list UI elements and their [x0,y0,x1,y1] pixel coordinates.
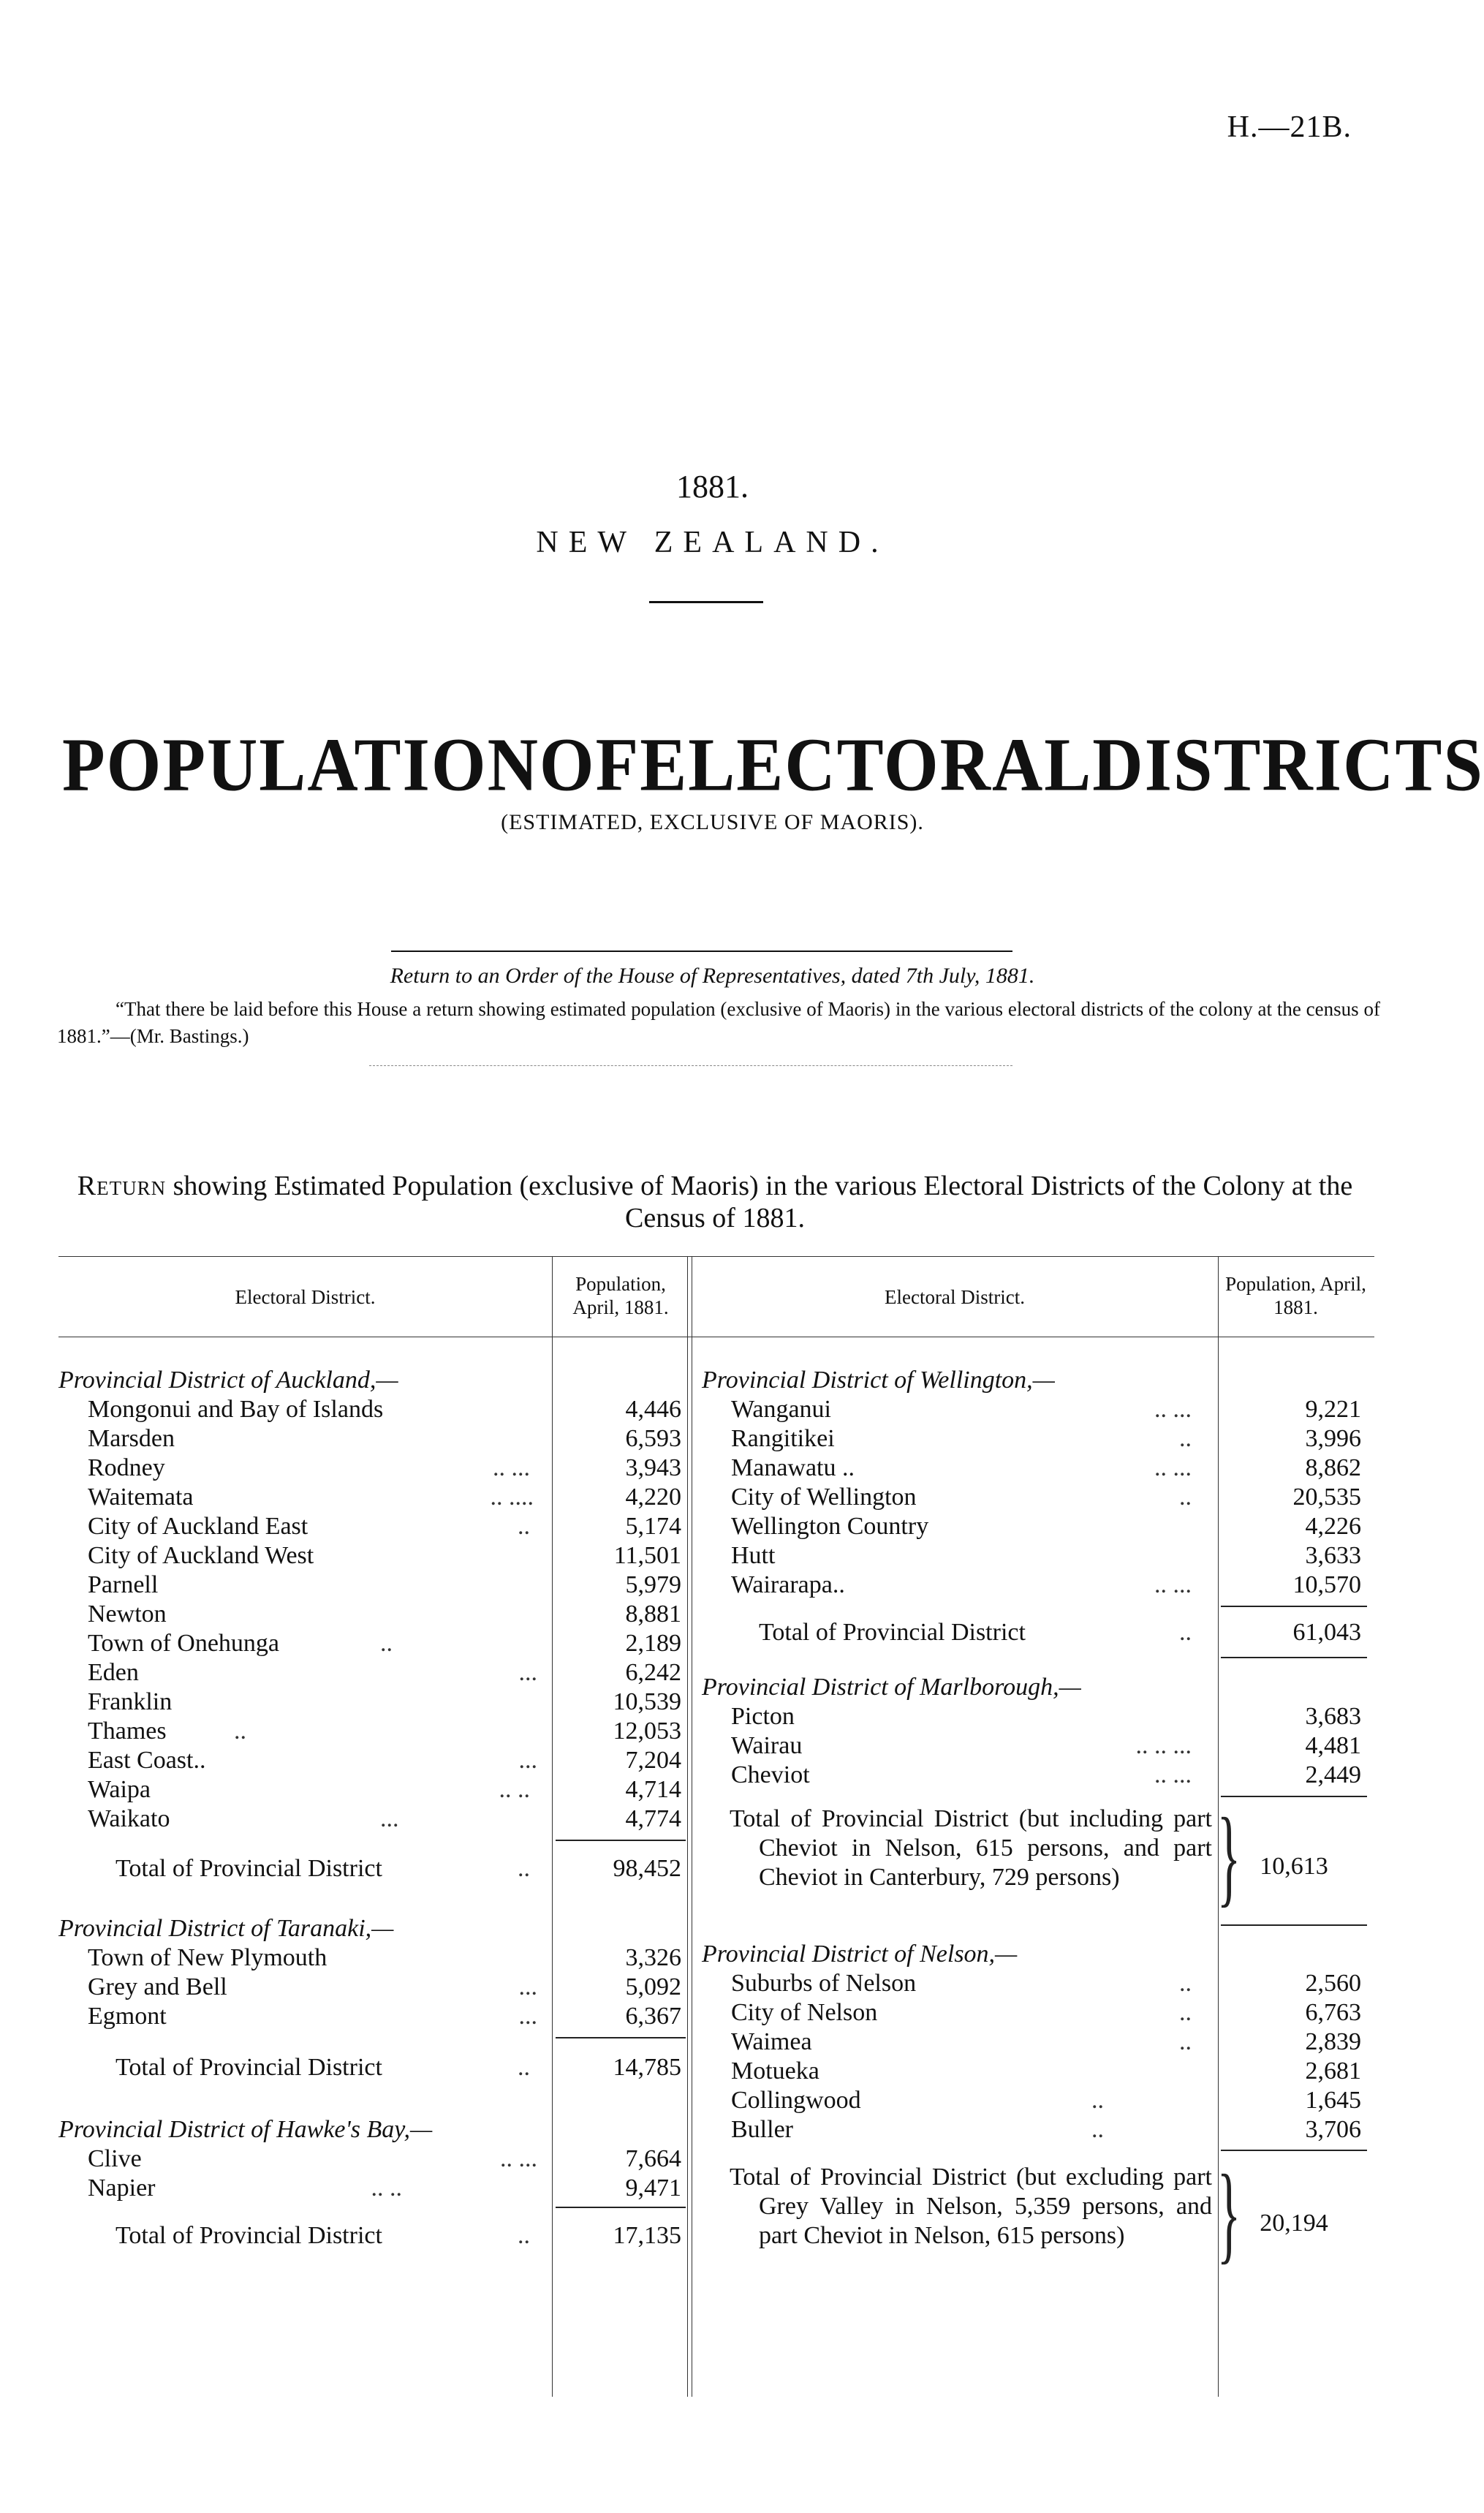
table-row: Eden ... 6,242 [88,1659,681,1686]
table-row: City of Auckland West 11,501 [88,1542,681,1569]
divider-rule [391,951,1012,952]
order-line: Return to an Order of the House of Representatives, dated 7th July, 1881. [390,964,1035,988]
order-quote: “That there be laid before this House a return showing estimated population (exclusive of Maoris) in the various electoral districts of the colony at the census of 1881.”—(Mr. Bastings.) [57,998,1380,1047]
table-row: Clive .. ... 7,664 [88,2145,681,2172]
subtotal-rule [556,1840,686,1841]
table-row: Manawatu .. .. ... 8,862 [731,1454,1361,1481]
province-heading: Provincial District of Wellington,— [702,1367,1055,1394]
brace-symbol: } [1216,1796,1241,1917]
province-heading: Provincial District of Marlborough,— [702,1674,1081,1701]
table-row: Waitemata .. .... 4,220 [88,1484,681,1511]
table-row: Wanganui .. ... 9,221 [731,1396,1361,1423]
table-row: Grey and Bell ... 5,092 [88,1973,681,2000]
header-electoral-district: Electoral District. [235,1286,376,1308]
brace-symbol: } [1216,2153,1241,2274]
table-row: Collingwood .. 1,645 [731,2087,1361,2114]
table-row: East Coast.. ... 7,204 [88,1747,681,1774]
province-heading: Provincial District of Auckland,— [58,1367,398,1394]
table-row: Wellington Country 4,226 [731,1513,1361,1540]
total-value: 20,194 [1260,2210,1328,2237]
header-electoral-district: Electoral District. [885,1286,1025,1308]
subtotal-rule [1221,1796,1367,1797]
column-rule [687,1256,688,2397]
table-row: Egmont ... 6,367 [88,2003,681,2030]
table-row: Town of New Plymouth 3,326 [88,1944,681,1971]
table-row: Rodney .. ... 3,943 [88,1454,681,1481]
subtotal-rule [1221,1924,1367,1926]
title-word: POPULATION [62,722,540,807]
table-row: Wairarapa.. .. ... 10,570 [731,1571,1361,1598]
table-row: Mongonui and Bay of Islands 4,446 [88,1396,681,1423]
population-table [58,1256,1374,2426]
return-heading [57,1170,1373,1234]
divider-rule [369,1065,1012,1066]
table-row: Napier .. .. 9,471 [88,2174,681,2202]
table-row: City of Nelson .. 6,763 [731,1999,1361,2026]
table-row: Franklin 10,539 [88,1688,681,1715]
subtotal-rule [556,2037,686,2038]
table-row: Buller .. 3,706 [731,2116,1361,2143]
subtotal-rule [1221,1657,1367,1658]
province-heading: Provincial District of Hawke's Bay,— [58,2116,433,2143]
table-row: Waimea .. 2,839 [731,2028,1361,2055]
table-row: Wairau .. .. ... 4,481 [731,1732,1361,1759]
table-row: Hutt 3,633 [731,1542,1361,1569]
province-heading: Provincial District of Nelson,— [702,1941,1018,1968]
subtitle: (ESTIMATED, EXCLUSIVE OF MAORIS). [501,810,924,834]
title-word: OF [539,722,640,807]
country-heading: NEW ZEALAND. [536,526,889,559]
table-row: Cheviot .. ... 2,449 [731,1761,1361,1788]
table-row: Waipa .. .. 4,714 [88,1776,681,1803]
divider-rule [649,601,763,603]
subtotal-rule [1221,1606,1367,1607]
table-top-rule [58,1256,1374,1257]
table-row: Rangitikei .. 3,996 [731,1425,1361,1452]
title-word: DISTRICTS [1092,722,1484,807]
table-row: Motueka 2,681 [731,2057,1361,2085]
document-reference: H.—21B. [1227,110,1352,144]
main-title [62,721,1484,809]
total-row: Total of Provincial District (but excluding part Grey Valley in Nelson, 5,359 persons, and part Cheviot in Nelson, 615 persons) [730,2164,1212,2249]
header-population: Population, April, 1881. [572,1273,669,1318]
table-row: Marsden 6,593 [88,1425,681,1452]
province-heading: Provincial District of Taranaki,— [58,1915,394,1942]
document-year: 1881. [676,469,749,505]
return-text: showing Estimated Population (exclusive of Maoris) in the various Electoral Districts of the Colony at the Census of 1881. [173,1171,1353,1233]
total-row: Total of Provincial District (but including part Cheviot in Nelson, 615 persons, and part Cheviot in Canterbury, 729 persons) [730,1805,1212,1891]
table-row: Picton 3,683 [731,1703,1361,1730]
subtotal-rule [1221,2150,1367,2151]
table-row: Thames .. 12,053 [88,1717,681,1745]
table-row: Newton 8,881 [88,1601,681,1628]
total-row: Total of Provincial District .. 98,452 [116,1855,681,1882]
table-row: Town of Onehunga .. 2,189 [88,1630,681,1657]
table-row: Suburbs of Nelson .. 2,560 [731,1970,1361,1997]
return-lead: Return [77,1171,167,1201]
header-population: Population, April, 1881. [1225,1273,1366,1318]
table-row: Parnell 5,979 [88,1571,681,1598]
title-word: ELECTORAL [640,722,1093,807]
table-row: City of Auckland East .. 5,174 [88,1513,681,1540]
total-row: Total of Provincial District .. 17,135 [116,2222,681,2249]
subtotal-rule [556,2207,686,2208]
total-row: Total of Provincial District .. 14,785 [116,2054,681,2081]
table-row: Waikato ... 4,774 [88,1805,681,1832]
total-value: 10,613 [1260,1853,1328,1880]
total-row: Total of Provincial District .. 61,043 [759,1619,1361,1646]
table-row: City of Wellington .. 20,535 [731,1484,1361,1511]
